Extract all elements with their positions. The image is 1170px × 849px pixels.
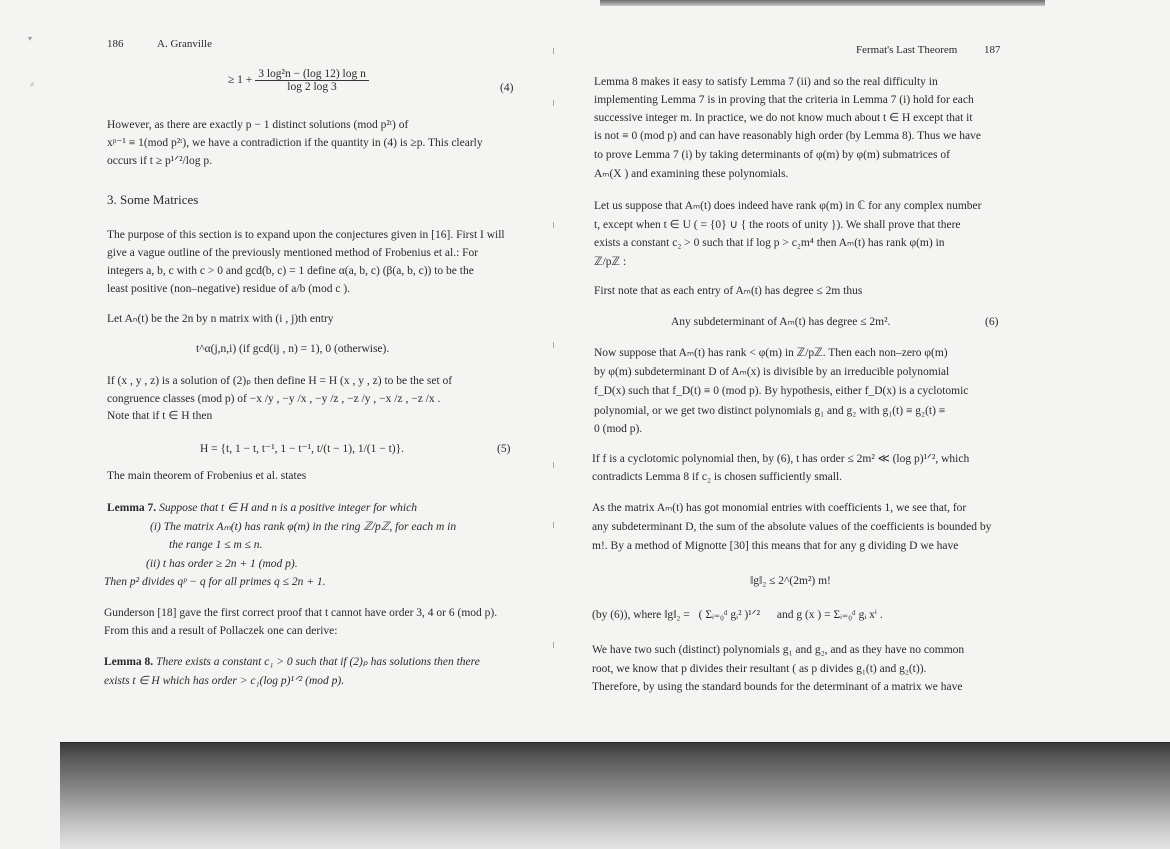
para-line: polynomial, or we get two distinct polynomials g₁ and g₂ with g₁(t) ≡ g₂(t) ≡ [594,405,946,417]
equation-5: H = {t, 1 − t, t⁻¹, 1 − t⁻¹, t/(t − 1), 1/(1 − t)}. [200,443,405,455]
gutter-mark [553,48,554,54]
para-line: If f is a cyclotomic polynomial then, by (6), t has order ≤ 2m² ≪ (log p)¹ᐟ², which [592,453,970,465]
para-line: root, we know that p divides their resultant ( as p divides g₁(t) and g₂(t)). [592,663,927,675]
left-page [0,0,560,848]
para-line: give a vague outline of the previously mentioned method of Frobenius et al.: For [107,247,479,259]
eq5-label: (5) [497,443,511,455]
para-line: t, except when t ∈ U ( = {0} ∪ { the roots of unity }). We shall prove that there [594,219,961,231]
running-head: A. Granville [157,38,212,50]
para-line: by φ(m) subdeterminant D of Aₘ(x) is divisible by an irreducible polynomial [594,366,950,378]
para-line: The purpose of this section is to expand upon the conjectures given in [16]. First I will [107,229,505,241]
para-line: implementing Lemma 7 is in proving that the criteria in Lemma 7 (i) hold for each [594,94,974,106]
section-title: 3. Some Matrices [107,192,199,207]
para-line: Note that if t ∈ H then [107,410,213,422]
para-line: m!. By a method of Mignotte [30] this means that for any g dividing D we have [592,540,959,552]
lemma-item: (ii) t has order ≥ 2n + 1 (mod p). [146,558,298,570]
para-line: 0 (mod p). [594,423,643,435]
gutter-mark [553,100,554,106]
gutter-mark [553,642,554,648]
para-line: is not ≡ 0 (mod p) and can have reasonably high order (by Lemma 8). Thus we have [594,130,981,142]
para-line: Let Aₙ(t) be the 2n by n matrix with (i , j)th entry [107,313,334,325]
para-line: First note that as each entry of Aₘ(t) has degree ≤ 2m thus [594,285,863,297]
eq6-label: (6) [985,316,999,328]
page-number: 187 [984,44,1001,56]
norm-definition [592,606,883,624]
para-line: We have two such (distinct) polynomials g₁ and g₂, and as they have no common [592,644,965,656]
lemma-item: the range 1 ≤ m ≤ n. [169,539,263,551]
para-line: Let us suppose that Aₘ(t) does indeed have rank φ(m) in ℂ for any complex number [594,200,982,212]
para-line: congruence classes (mod p) of −x /y , −y /x , −y /z , −z /y , −x /z , −z /x . [107,393,441,405]
right-page [560,0,1170,848]
para-line: Aₘ(X ) and examining these polynomials. [594,168,789,180]
gutter-mark [553,522,554,528]
eq4-numerator: 3 log²n − (log 12) log n [255,68,369,81]
para-line: If (x , y , z) is a solution of (2)ₚ then define H = H (x , y , z) to be the set of [107,375,453,387]
eq4-lhs: ≥ 1 + [228,74,253,87]
para-line: Therefore, by using the standard bounds for the determinant of a matrix we have [592,681,963,693]
formula-entry: t^α(j,n,i) (if gcd(ij , n) = 1), 0 (otherwise). [196,343,390,355]
norm-def-prefix: (by (6)), where ‖g‖₂ = [592,609,690,621]
para-line: any subdeterminant D, the sum of the absolute values of the coefficients is bounded by [592,521,992,533]
lemma-text: Suppose that t ∈ H and n is a positive integer for which [159,502,417,514]
para-line: to prove Lemma 7 (i) by taking determinants of φ(m) by φ(m) submatrices of [594,149,950,161]
para-line: Gunderson [18] gave the first correct proof that t cannot have order 3, 4 or 6 (mod p). [104,607,498,619]
scan-speck: ≠ [30,80,35,89]
lemma-8 [104,653,480,671]
eq4-fraction [255,68,369,93]
norm-def-sum: ( Σᵢ₌₀ᵈ gᵢ² )¹ᐟ² [698,609,760,621]
lemma-text: There exists a constant c₁ > 0 such that if (2)ₚ has solutions then there [156,656,480,668]
para-line: contradicts Lemma 8 if c₂ is chosen sufficiently small. [592,471,843,483]
gutter-mark [553,222,554,228]
norm-def-poly: and g (x ) = Σᵢ₌₀ᵈ gᵢ xⁱ . [776,609,883,621]
para-line: xᵖ⁻¹ ≡ 1(mod p²ᵗ), we have a contradiction if the quantity in (4) is ≥p. This clearly [107,137,483,149]
scan-shadow-bottom [60,742,1170,849]
scan-speck: ▾ [28,34,33,43]
equation-norm-bound: ‖g‖₂ ≤ 2^(2m²) m! [750,575,831,587]
para-line: The main theorem of Frobenius et al. states [107,470,307,482]
lemma-item: (i) The matrix Aₘ(t) has rank φ(m) in the ring ℤ/pℤ, for each m in [150,521,457,533]
para-line: occurs if t ≥ p¹ᐟ²/log p. [107,155,212,167]
para-line: Now suppose that Aₘ(t) has rank < φ(m) in ℤ/pℤ. Then each non–zero φ(m) [594,347,948,359]
equation-4 [228,68,369,93]
para-line: integers a, b, c with c > 0 and gcd(b, c) = 1 define α(a, b, c) (β(a, b, c)) to be the [107,265,474,277]
running-head: Fermat's Last Theorem [856,44,958,56]
lemma-conclusion: Then p² divides qᵖ − q for all primes q ≤ 2n + 1. [104,576,326,588]
para-line: f_D(x) such that f_D(t) ≡ 0 (mod p). By hypothesis, either f_D(x) is a cyclotomic [594,385,969,397]
lemma-7 [107,499,417,517]
para-line: ℤ/pℤ : [594,256,627,268]
para-line: From this and a result of Pollaczek one can derive: [104,625,338,637]
lemma-label: Lemma 7. [107,502,157,514]
eq4-label: (4) [500,82,514,94]
para-line: least positive (non–negative) residue of a/b (mod c ). [107,283,351,295]
para-line: As the matrix Aₘ(t) has got monomial entries with coefficients 1, we see that, for [592,502,967,514]
para-line: Lemma 8 makes it easy to satisfy Lemma 7 (ii) and so the real difficulty in [594,76,938,88]
lemma-text: exists t ∈ H which has order > c₁(log p)¹ᐟ² (mod p). [104,675,345,687]
page-number: 186 [107,38,124,50]
gutter-mark [553,342,554,348]
equation-6: Any subdeterminant of Aₘ(t) has degree ≤ 2m². [671,316,891,328]
para-line: exists a constant c₂ > 0 such that if log p > c₂m⁴ then Aₘ(t) has rank φ(m) in [594,237,945,249]
para-line: successive integer m. In practice, we do not know much about t ∈ H except that it [594,112,973,124]
eq4-denominator: log 2 log 3 [287,81,337,93]
gutter-mark [553,462,554,468]
para-line: However, as there are exactly p − 1 distinct solutions (mod p²ᵗ) of [107,119,409,131]
lemma-label: Lemma 8. [104,656,154,668]
